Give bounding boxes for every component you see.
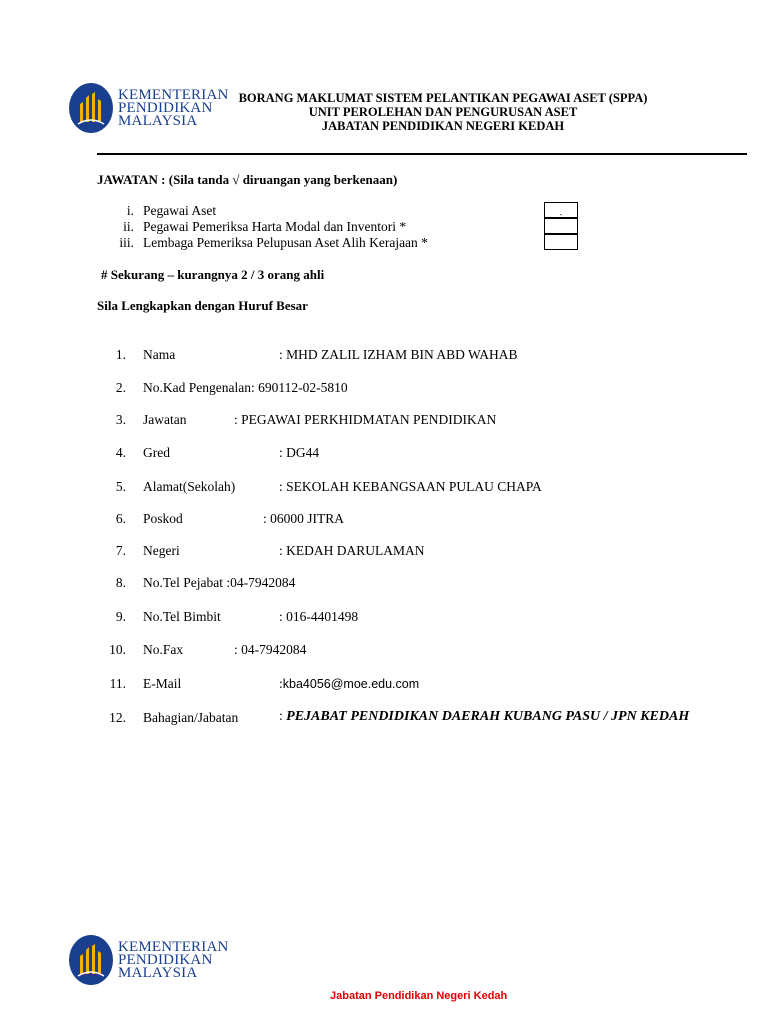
ministry-emblem-icon bbox=[68, 934, 114, 986]
field-label-alamat: Alamat(Sekolah) bbox=[143, 479, 236, 494]
field-number: 9. bbox=[115, 609, 126, 624]
field-number: 11. bbox=[109, 676, 126, 691]
field-label-poskod: Poskod bbox=[143, 511, 183, 526]
email-address: kba4056@moe.edu.com bbox=[282, 677, 420, 691]
field-separator: : bbox=[279, 708, 283, 723]
option-label-pegawai-pemeriksa: Pegawai Pemeriksa Harta Modal dan Inventori * bbox=[143, 219, 407, 234]
field-label-gred: Gred bbox=[143, 445, 170, 460]
logo-line-1: KEMENTERIAN bbox=[118, 938, 229, 955]
jawatan-heading: JAWATAN : (Sila tanda √ diruangan yang berkenaan) bbox=[97, 172, 398, 187]
field-label-fax: No.Fax bbox=[143, 642, 184, 657]
checkbox-lembaga-pemeriksa[interactable] bbox=[544, 234, 578, 250]
field-value-nama: : MHD ZALIL IZHAM BIN ABD WAHAB bbox=[279, 347, 518, 362]
ministry-logo-bottom bbox=[68, 934, 229, 986]
logo-line-3: MALAYSIA bbox=[118, 112, 198, 129]
field-value-fax: : 04-7942084 bbox=[234, 642, 307, 657]
field-value-poskod: : 06000 JITRA bbox=[263, 511, 344, 526]
field-number: 3. bbox=[115, 412, 126, 427]
option-numeral: iii. bbox=[119, 235, 134, 250]
field-separator: : bbox=[279, 676, 283, 691]
footer-department: Jabatan Pendidikan Negeri Kedah bbox=[330, 990, 508, 1002]
header-divider bbox=[97, 153, 747, 155]
logo-line-1: KEMENTERIAN bbox=[118, 86, 229, 103]
field-value-negeri: : KEDAH DARULAMAN bbox=[279, 543, 425, 558]
checkbox-pegawai-pemeriksa[interactable] bbox=[544, 218, 578, 234]
ministry-logo-top bbox=[68, 82, 229, 134]
department-title: JABATAN PENDIDIKAN NEGERI KEDAH bbox=[321, 119, 565, 133]
form-title: BORANG MAKLUMAT SISTEM PELANTIKAN PEGAWAI ASET (SPPA) bbox=[238, 91, 648, 105]
field-value-jawatan: : PEGAWAI PERKHIDMATAN PENDIDIKAN bbox=[234, 412, 497, 427]
bahagian-name: PEJABAT PENDIDIKAN DAERAH KUBANG PASU / JPN KEDAH bbox=[286, 709, 690, 724]
field-label-jawatan: Jawatan bbox=[143, 412, 187, 427]
ministry-logo-wordmark bbox=[118, 86, 229, 129]
field-number: 12. bbox=[109, 710, 126, 725]
field-number: 8. bbox=[115, 575, 126, 590]
minimum-members-note: # Sekurang – kurangnya 2 / 3 orang ahli bbox=[101, 267, 325, 282]
field-value-email bbox=[279, 676, 419, 692]
field-value-bahagian bbox=[279, 708, 689, 725]
capital-letters-instruction: Sila Lengkapkan dengan Huruf Besar bbox=[97, 298, 308, 313]
field-number: 1. bbox=[115, 347, 126, 362]
field-label-nama: Nama bbox=[143, 347, 176, 362]
field-value-alamat: : SEKOLAH KEBANGSAAN PULAU CHAPA bbox=[279, 479, 542, 494]
ministry-emblem-icon bbox=[68, 82, 114, 134]
logo-line-3: MALAYSIA bbox=[118, 964, 198, 981]
field-value-gred: : DG44 bbox=[279, 445, 320, 460]
field-number: 2. bbox=[115, 380, 126, 395]
unit-title: UNIT PEROLEHAN DAN PENGURUSAN ASET bbox=[308, 105, 578, 119]
option-label-pegawai-aset: Pegawai Aset bbox=[143, 203, 217, 218]
field-label-kad-pengenalan: No.Kad Pengenalan: 690112-02-5810 bbox=[143, 380, 348, 395]
checkbox-pegawai-aset[interactable]: ˏ bbox=[544, 202, 578, 218]
logo-line-2: PENDIDIKAN bbox=[118, 951, 213, 968]
field-number: 7. bbox=[115, 543, 126, 558]
option-numeral: i. bbox=[126, 203, 134, 218]
field-value-tel-bimbit: : 016-4401498 bbox=[279, 609, 359, 624]
field-number: 10. bbox=[109, 642, 126, 657]
field-label-tel-bimbit: No.Tel Bimbit bbox=[143, 609, 221, 624]
option-numeral: ii. bbox=[123, 219, 134, 234]
field-label-tel-pejabat: No.Tel Pejabat :04-7942084 bbox=[143, 575, 296, 590]
field-label-email: E-Mail bbox=[143, 676, 182, 691]
field-label-negeri: Negeri bbox=[143, 543, 180, 558]
field-number: 4. bbox=[115, 445, 126, 460]
ministry-logo-wordmark bbox=[118, 938, 229, 981]
option-label-lembaga-pemeriksa: Lembaga Pemeriksa Pelupusan Aset Alih Kerajaan * bbox=[143, 235, 428, 250]
logo-line-2: PENDIDIKAN bbox=[118, 99, 213, 116]
field-label-bahagian: Bahagian/Jabatan bbox=[143, 710, 239, 725]
field-number: 5. bbox=[115, 479, 126, 494]
field-number: 6. bbox=[115, 511, 126, 526]
